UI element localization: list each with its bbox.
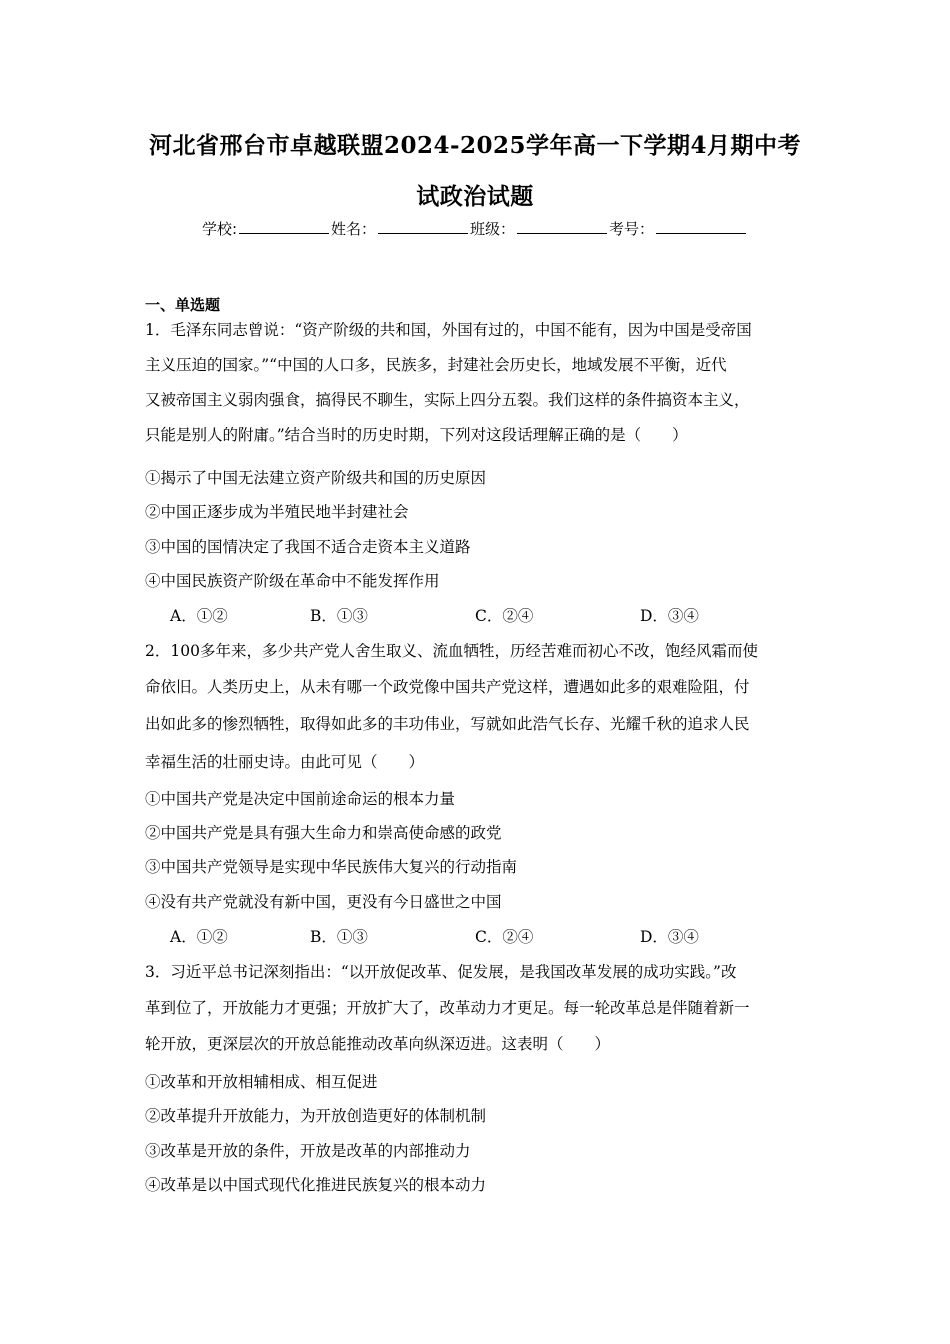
- question-1-stem-line: 只能是别人的附庸。”结合当时的历史时期，下列对这段话理解正确的是（ ）: [145, 426, 688, 444]
- option-b[interactable]: B．①③: [310, 928, 368, 946]
- student-info-row: [0, 218, 950, 239]
- question-1-item: ②中国正逐步成为半殖民地半封建社会: [145, 503, 409, 521]
- exam-number-label: 考号：: [609, 220, 655, 238]
- option-a[interactable]: A．①②: [170, 607, 228, 625]
- question-2-item: ②中国共产党是具有强大生命力和崇高使命感的政党: [145, 824, 502, 842]
- question-3-item: ②改革提升开放能力，为开放创造更好的体制机制: [145, 1107, 487, 1125]
- option-b[interactable]: B．①③: [310, 607, 368, 625]
- question-2-stem-line: 幸福生活的壮丽史诗。由此可见（ ）: [145, 753, 425, 771]
- question-2-stem-line: 命依旧。人类历史上，从未有哪一个政党像中国共产党这样，遭遇如此多的艰难险阻，付: [145, 678, 750, 696]
- question-1-stem-line: 主义压迫的国家。”“中国的人口多，民族多，封建社会历史长，地域发展不平衡，近代: [145, 356, 727, 374]
- question-1-stem-line: 又被帝国主义弱肉强食，搞得民不聊生，实际上四分五裂。我们这样的条件搞资本主义，: [145, 391, 750, 409]
- name-blank: [378, 219, 468, 234]
- question-2-stem-line: 出如此多的惨烈牺牲，取得如此多的丰功伟业，写就如此浩气长存、光耀千秋的追求人民: [145, 715, 750, 733]
- school-blank: [239, 219, 329, 234]
- question-3-stem-line: 3．习近平总书记深刻指出：“以开放促改革、促发展，是我国改革发展的成功实践。”改: [145, 963, 737, 981]
- question-1-item: ③中国的国情决定了我国不适合走资本主义道路: [145, 538, 471, 556]
- option-a[interactable]: A．①②: [170, 928, 228, 946]
- exam-number-blank: [656, 219, 746, 234]
- question-3-item: ④改革是以中国式现代化推进民族复兴的根本动力: [145, 1176, 487, 1194]
- document-title-line-1: 河北省邢台市卓越联盟2024-2025学年高一下学期4月期中考: [148, 132, 802, 159]
- question-2-item: ①中国共产党是决定中国前途命运的根本力量: [145, 790, 456, 808]
- option-c[interactable]: C．②④: [475, 607, 534, 625]
- option-d[interactable]: D．③④: [640, 928, 699, 946]
- option-d[interactable]: D．③④: [640, 607, 699, 625]
- question-2-item: ③中国共产党领导是实现中华民族伟大复兴的行动指南: [145, 858, 518, 876]
- question-3-item: ①改革和开放相辅相成、相互促进: [145, 1073, 378, 1091]
- name-label: 姓名：: [331, 220, 377, 238]
- class-label: 班级：: [470, 220, 516, 238]
- question-2-item: ④没有共产党就没有新中国，更没有今日盛世之中国: [145, 893, 502, 911]
- class-blank: [517, 219, 607, 234]
- question-1-item: ④中国民族资产阶级在革命中不能发挥作用: [145, 572, 440, 590]
- school-label: 学校:: [201, 220, 237, 238]
- question-3-stem-line: 轮开放，更深层次的开放总能推动改革向纵深迈进。这表明（ ）: [145, 1035, 611, 1053]
- option-c[interactable]: C．②④: [475, 928, 534, 946]
- section-heading: 一、单选题: [145, 296, 221, 314]
- question-1-item: ①揭示了中国无法建立资产阶级共和国的历史原因: [145, 469, 487, 487]
- question-1-stem-line: 1．毛泽东同志曾说：“资产阶级的共和国，外国有过的，中国不能有，因为中国是受帝国: [145, 321, 752, 339]
- question-3-item: ③改革是开放的条件，开放是改革的内部推动力: [145, 1142, 471, 1160]
- document-title-line-2: 试政治试题: [416, 183, 534, 210]
- question-2-stem-line: 2．100多年来，多少共产党人舍生取义、流血牺牲，历经苦难而初心不改，饱经风霜而使: [145, 642, 758, 660]
- question-3-stem-line: 革到位了，开放能力才更强；开放扩大了，改革动力才更足。每一轮改革总是伴随着新一: [145, 999, 750, 1017]
